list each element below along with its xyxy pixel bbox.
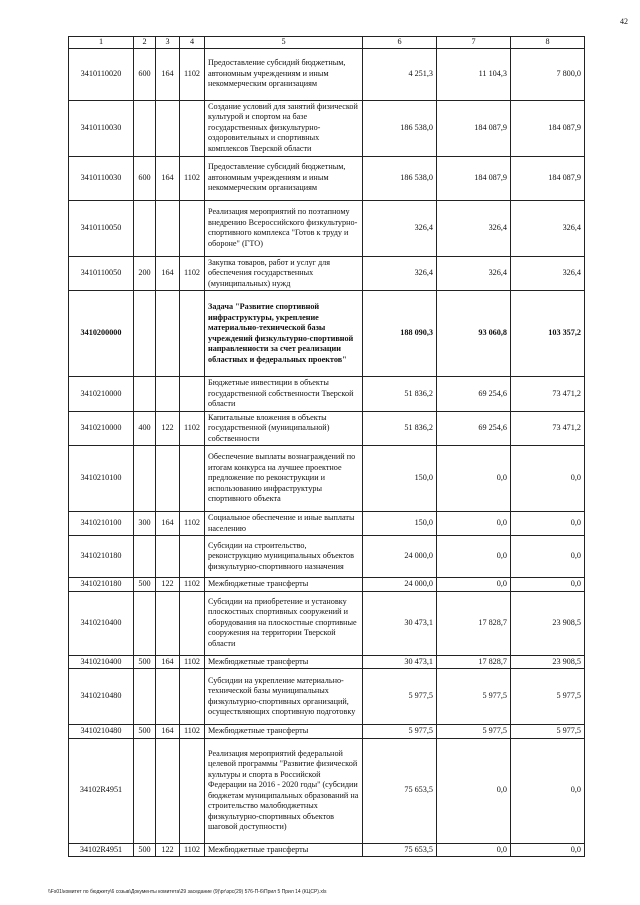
cell-c2: 500: [134, 843, 156, 857]
cell-c3: [156, 669, 180, 725]
cell-code: 3410210400: [69, 591, 134, 655]
cell-v6: 4 251,3: [363, 48, 437, 100]
cell-v7: 93 060,8: [437, 291, 511, 377]
cell-c3: 164: [156, 512, 180, 536]
cell-v8: 0,0: [511, 843, 585, 857]
cell-c4: [180, 446, 205, 512]
cell-v6: 150,0: [363, 512, 437, 536]
cell-c4: 1102: [180, 256, 205, 291]
table-row: [69, 200, 585, 256]
table-row: [69, 655, 585, 669]
cell-v8: 326,4: [511, 200, 585, 256]
table-row: [69, 377, 585, 412]
cell-code: 3410210000: [69, 411, 134, 446]
cell-v6: 51 836,2: [363, 411, 437, 446]
cell-c4: 1102: [180, 512, 205, 536]
cell-v8: 0,0: [511, 738, 585, 843]
cell-v8: 7 800,0: [511, 48, 585, 100]
cell-v8: 5 977,5: [511, 669, 585, 725]
cell-c4: 1102: [180, 655, 205, 669]
table-row: [69, 411, 585, 446]
column-header: 8: [511, 37, 585, 49]
cell-v7: 69 254,6: [437, 377, 511, 412]
cell-code: 3410200000: [69, 291, 134, 377]
cell-v8: 0,0: [511, 446, 585, 512]
cell-c2: [134, 536, 156, 578]
column-header: 1: [69, 37, 134, 49]
cell-c3: [156, 100, 180, 156]
cell-name: Субсидии на приобретение и установку плоскостных спортивных сооружений и оборудования на плоскостные спортивные сооружения на территории Тверской области: [205, 591, 363, 655]
cell-v6: 326,4: [363, 200, 437, 256]
cell-code: 3410110030: [69, 156, 134, 200]
column-header: 5: [205, 37, 363, 49]
cell-v8: 23 908,5: [511, 591, 585, 655]
cell-c4: 1102: [180, 411, 205, 446]
page-number: 42: [620, 17, 628, 26]
cell-name: Предоставление субсидий бюджетным, автономным учреждениям и иным некоммерческим организациям: [205, 48, 363, 100]
column-header: 4: [180, 37, 205, 49]
cell-c4: [180, 738, 205, 843]
cell-c3: 122: [156, 843, 180, 857]
cell-c4: [180, 100, 205, 156]
cell-v6: 326,4: [363, 256, 437, 291]
cell-c3: 164: [156, 256, 180, 291]
cell-v8: 5 977,5: [511, 725, 585, 739]
cell-c2: [134, 100, 156, 156]
budget-table: [68, 36, 585, 857]
cell-code: 3410110030: [69, 100, 134, 156]
cell-name: Субсидии на укрепление материально-технической базы муниципальных физкультурно-спортивных организаций, осуществляющих спортивную подготовку: [205, 669, 363, 725]
cell-v7: 326,4: [437, 200, 511, 256]
cell-v6: 24 000,0: [363, 578, 437, 592]
cell-v7: 0,0: [437, 738, 511, 843]
cell-c2: [134, 291, 156, 377]
cell-name: Межбюджетные трансферты: [205, 578, 363, 592]
cell-c2: [134, 377, 156, 412]
cell-c2: 500: [134, 578, 156, 592]
cell-c2: 500: [134, 725, 156, 739]
cell-c4: [180, 536, 205, 578]
cell-name: Межбюджетные трансферты: [205, 655, 363, 669]
cell-c3: [156, 591, 180, 655]
cell-name: Реализация мероприятий федеральной целевой программы "Развитие физической культуры и спорта в Российской Федерации на 2016 - 2020 годы" (субсидии бюджетам муниципальных образований на строительство малобюджетных физкультурно-спортивных объектов шаговой доступности): [205, 738, 363, 843]
cell-code: 3410210480: [69, 669, 134, 725]
cell-c2: 600: [134, 48, 156, 100]
cell-code: 3410210100: [69, 446, 134, 512]
cell-v6: 5 977,5: [363, 669, 437, 725]
cell-name: Межбюджетные трансферты: [205, 843, 363, 857]
cell-v7: 17 828,7: [437, 591, 511, 655]
cell-code: 3410210100: [69, 512, 134, 536]
cell-c3: 164: [156, 48, 180, 100]
cell-v8: 326,4: [511, 256, 585, 291]
cell-c2: 400: [134, 411, 156, 446]
cell-name: Межбюджетные трансферты: [205, 725, 363, 739]
table-row: [69, 446, 585, 512]
cell-v7: 184 087,9: [437, 100, 511, 156]
column-header: 3: [156, 37, 180, 49]
cell-v6: 51 836,2: [363, 377, 437, 412]
cell-v6: 75 653,5: [363, 738, 437, 843]
table-row: [69, 738, 585, 843]
cell-c4: 1102: [180, 48, 205, 100]
table-row: [69, 512, 585, 536]
cell-name: Капитальные вложения в объекты государственной (муниципальной) собственности: [205, 411, 363, 446]
table-row: [69, 48, 585, 100]
cell-c3: [156, 291, 180, 377]
cell-name: Бюджетные инвестиции в объекты государственной собственности Тверской области: [205, 377, 363, 412]
cell-code: 3410210400: [69, 655, 134, 669]
cell-v7: 5 977,5: [437, 725, 511, 739]
cell-v7: 326,4: [437, 256, 511, 291]
table-header-row: [69, 37, 585, 49]
cell-c3: [156, 200, 180, 256]
cell-c2: [134, 669, 156, 725]
cell-c2: 200: [134, 256, 156, 291]
cell-v6: 5 977,5: [363, 725, 437, 739]
cell-v8: 0,0: [511, 578, 585, 592]
cell-v8: 184 087,9: [511, 156, 585, 200]
cell-v7: 11 104,3: [437, 48, 511, 100]
table-body: [69, 48, 585, 857]
table-row: [69, 843, 585, 857]
cell-c3: [156, 446, 180, 512]
table-row: [69, 256, 585, 291]
column-header: 6: [363, 37, 437, 49]
cell-c2: 300: [134, 512, 156, 536]
cell-code: 3410210480: [69, 725, 134, 739]
cell-v7: 17 828,7: [437, 655, 511, 669]
cell-v8: 23 908,5: [511, 655, 585, 669]
column-header: 2: [134, 37, 156, 49]
cell-v7: 0,0: [437, 536, 511, 578]
cell-c2: [134, 200, 156, 256]
cell-c4: [180, 291, 205, 377]
cell-name: Реализация мероприятий по поэтапному внедрению Всероссийского физкультурно-спортивного комплекса "Готов к труду и обороне" (ГТО): [205, 200, 363, 256]
cell-v8: 0,0: [511, 536, 585, 578]
cell-c2: 600: [134, 156, 156, 200]
cell-c3: [156, 536, 180, 578]
column-header: 7: [437, 37, 511, 49]
cell-c4: 1102: [180, 725, 205, 739]
table-row: [69, 578, 585, 592]
cell-name: Предоставление субсидий бюджетным, автономным учреждениям и иным некоммерческим организациям: [205, 156, 363, 200]
cell-v8: 103 357,2: [511, 291, 585, 377]
cell-code: 3410110020: [69, 48, 134, 100]
cell-code: 3410110050: [69, 256, 134, 291]
cell-c2: 500: [134, 655, 156, 669]
cell-v6: 30 473,1: [363, 591, 437, 655]
cell-code: 3410210000: [69, 377, 134, 412]
cell-v8: 0,0: [511, 512, 585, 536]
cell-v6: 24 000,0: [363, 536, 437, 578]
file-path-footer: \\Fs01\комитет по бюджету\6 созыв\Документы комитета\29 заседание (9)\рг\зрс(29) 576-П-6\Прил 5 Прил 14 (КЦСР).xls: [48, 889, 327, 895]
cell-c2: [134, 591, 156, 655]
cell-v8: 184 087,9: [511, 100, 585, 156]
cell-v7: 69 254,6: [437, 411, 511, 446]
table-row: [69, 725, 585, 739]
cell-c4: [180, 200, 205, 256]
cell-c3: [156, 377, 180, 412]
table-row: [69, 669, 585, 725]
cell-v7: 184 087,9: [437, 156, 511, 200]
cell-v7: 0,0: [437, 843, 511, 857]
cell-v7: 5 977,5: [437, 669, 511, 725]
cell-c4: [180, 377, 205, 412]
table-row: [69, 536, 585, 578]
cell-c3: 164: [156, 156, 180, 200]
cell-c3: 164: [156, 655, 180, 669]
table-row: [69, 291, 585, 377]
cell-name: Социальное обеспечение и иные выплаты населению: [205, 512, 363, 536]
cell-c2: [134, 738, 156, 843]
cell-name: Создание условий для занятий физической культурой и спортом на базе государственных физкультурно-оздоровительных и спортивных комплексов Тверской области: [205, 100, 363, 156]
cell-c3: [156, 738, 180, 843]
table-row: [69, 100, 585, 156]
cell-code: 34102R4951: [69, 738, 134, 843]
cell-code: 3410210180: [69, 536, 134, 578]
cell-c4: [180, 591, 205, 655]
cell-c3: 122: [156, 411, 180, 446]
cell-name: Задача "Развитие спортивной инфраструктуры, укрепление материально-технической базы учреждений физкультурно-спортивной направленности за счет реализации областных и федеральных проектов": [205, 291, 363, 377]
cell-code: 3410210180: [69, 578, 134, 592]
cell-code: 34102R4951: [69, 843, 134, 857]
cell-v6: 186 538,0: [363, 156, 437, 200]
cell-v7: 0,0: [437, 578, 511, 592]
cell-v7: 0,0: [437, 446, 511, 512]
cell-v6: 188 090,3: [363, 291, 437, 377]
cell-v8: 73 471,2: [511, 411, 585, 446]
cell-v6: 150,0: [363, 446, 437, 512]
cell-v6: 75 653,5: [363, 843, 437, 857]
cell-c4: [180, 669, 205, 725]
cell-v6: 30 473,1: [363, 655, 437, 669]
cell-c3: 122: [156, 578, 180, 592]
cell-code: 3410110050: [69, 200, 134, 256]
cell-name: Закупка товаров, работ и услуг для обеспечения государственных (муниципальных) нужд: [205, 256, 363, 291]
cell-c4: 1102: [180, 156, 205, 200]
cell-c4: 1102: [180, 843, 205, 857]
table-row: [69, 591, 585, 655]
cell-c3: 164: [156, 725, 180, 739]
cell-c4: 1102: [180, 578, 205, 592]
cell-name: Обеспечение выплаты вознаграждений по итогам конкурса на лучшее проектное предложение по реконструкции и использованию инфраструктуры спортивного объекта: [205, 446, 363, 512]
cell-v6: 186 538,0: [363, 100, 437, 156]
cell-c2: [134, 446, 156, 512]
table-row: [69, 156, 585, 200]
cell-v7: 0,0: [437, 512, 511, 536]
cell-name: Субсидии на строительство, реконструкцию муниципальных объектов физкультурно-спортивного назначения: [205, 536, 363, 578]
cell-v8: 73 471,2: [511, 377, 585, 412]
